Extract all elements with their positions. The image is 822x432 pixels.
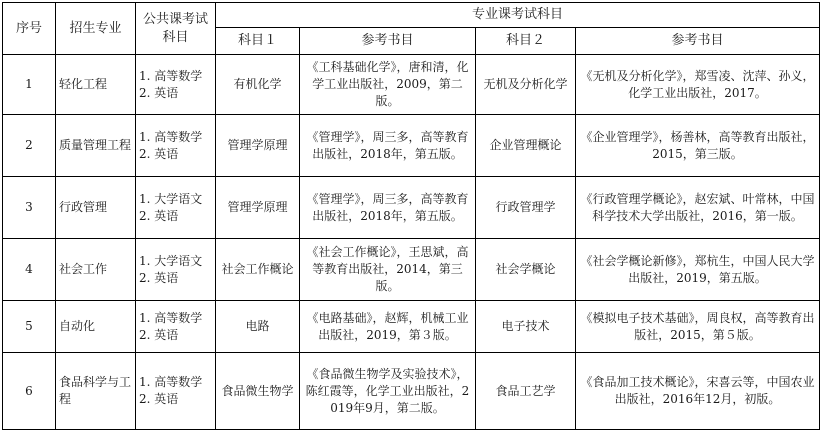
- row-subject1: 有机化学: [216, 55, 300, 115]
- public-subject: 1. 大学语文: [139, 253, 203, 268]
- row-ref2: 《企业管理学》，杨善林，高等教育出版社，2015，第三版。: [576, 115, 820, 177]
- header-professional-exam: 专业课考试科目: [216, 3, 820, 28]
- public-subject: 2. 英语: [139, 392, 179, 406]
- row-subject2: 行政管理学: [476, 177, 576, 239]
- table-row: [3, 353, 820, 430]
- row-index: 5: [3, 301, 56, 353]
- row-ref1: 《电路基础》，赵辉，机械工业出版社，2019，第３版。: [300, 301, 476, 353]
- header-ref2: 参考书目: [576, 28, 820, 55]
- public-subject: 1. 高等数学: [139, 68, 203, 83]
- row-public-subjects: [136, 55, 216, 115]
- row-public-subjects: [136, 353, 216, 430]
- public-subject: 1. 高等数学: [139, 310, 203, 325]
- row-major: 社会工作: [56, 239, 136, 301]
- table-row: [3, 55, 820, 115]
- row-index: 3: [3, 177, 56, 239]
- table-row: [3, 239, 820, 301]
- row-index: 6: [3, 353, 56, 430]
- public-subject: 1. 大学语文: [139, 191, 203, 206]
- row-public-subjects: [136, 239, 216, 301]
- row-major: 行政管理: [56, 177, 136, 239]
- header-index: 序号: [3, 3, 56, 55]
- public-subject: 2. 英语: [139, 270, 179, 285]
- row-ref1: 《工科基础化学》，唐和清，化学工业出版社，2009，第二版。: [300, 55, 476, 115]
- row-ref2: 《社会学概论新修》，郑杭生，中国人民大学出版社，2019，第五版。: [576, 239, 820, 301]
- exam-subjects-table: [2, 2, 820, 430]
- row-ref1: 《社会工作概论》，王思斌，高等教育出版社，2014，第三版。: [300, 239, 476, 301]
- row-major: 自动化: [56, 301, 136, 353]
- table-row: [3, 177, 820, 239]
- row-subject2: 电子技术: [476, 301, 576, 353]
- row-public-subjects: [136, 177, 216, 239]
- row-subject2: 企业管理概论: [476, 115, 576, 177]
- row-index: 1: [3, 55, 56, 115]
- header-public-exam: 公共课考试科目: [136, 3, 216, 55]
- public-subject: 1. 高等数学: [139, 129, 203, 144]
- header-subject1: 科目１: [216, 28, 300, 55]
- row-ref1: 《管理学》，周三多，高等教育出版社，2018年，第五版。: [300, 115, 476, 177]
- public-subject: 2. 英语: [139, 146, 179, 161]
- row-major: 轻化工程: [56, 55, 136, 115]
- public-subject: 2. 英语: [139, 85, 179, 100]
- row-ref1: 《管理学》，周三多，高等教育出版社，2018年，第五版。: [300, 177, 476, 239]
- row-subject1: 电路: [216, 301, 300, 353]
- row-subject1: 社会工作概论: [216, 239, 300, 301]
- row-ref1: 《食品微生物学及实验技术》，陈红霞等，化学工业出版社，2019年9月，第二版。: [300, 353, 476, 430]
- row-subject1: 管理学原理: [216, 177, 300, 239]
- row-subject2: 食品工艺学: [476, 353, 576, 430]
- row-major: 食品科学与工程: [56, 353, 136, 430]
- row-index: 2: [3, 115, 56, 177]
- row-ref2: 《无机及分析化学》，郑雪凌、沈萍、孙义，化学工业出版社，2017。: [576, 55, 820, 115]
- row-index: 4: [3, 239, 56, 301]
- header-ref1: 参考书目: [300, 28, 476, 55]
- row-ref2: 《模拟电子技术基础》，周良权，高等教育出版社，2015，第５版。: [576, 301, 820, 353]
- row-public-subjects: [136, 115, 216, 177]
- row-major: 质量管理工程: [56, 115, 136, 177]
- row-public-subjects: [136, 301, 216, 353]
- row-subject1: 食品微生物学: [216, 353, 300, 430]
- row-subject1: 管理学原理: [216, 115, 300, 177]
- public-subject: 1. 高等数学: [139, 375, 203, 389]
- header-major: 招生专业: [56, 3, 136, 55]
- public-subject: 2. 英语: [139, 327, 179, 342]
- public-subject: 2. 英语: [139, 208, 179, 223]
- row-subject2: 无机及分析化学: [476, 55, 576, 115]
- row-ref2: 《行政管理学概论》，赵宏斌、叶常林，中国科学技术大学出版社，2016，第一版。: [576, 177, 820, 239]
- header-subject2: 科目２: [476, 28, 576, 55]
- table-row: [3, 301, 820, 353]
- row-ref2: 《食品加工技术概论》，宋喜云等，中国农业出版社，2016年12月，初版。: [576, 353, 820, 430]
- row-subject2: 社会学概论: [476, 239, 576, 301]
- table-row: [3, 115, 820, 177]
